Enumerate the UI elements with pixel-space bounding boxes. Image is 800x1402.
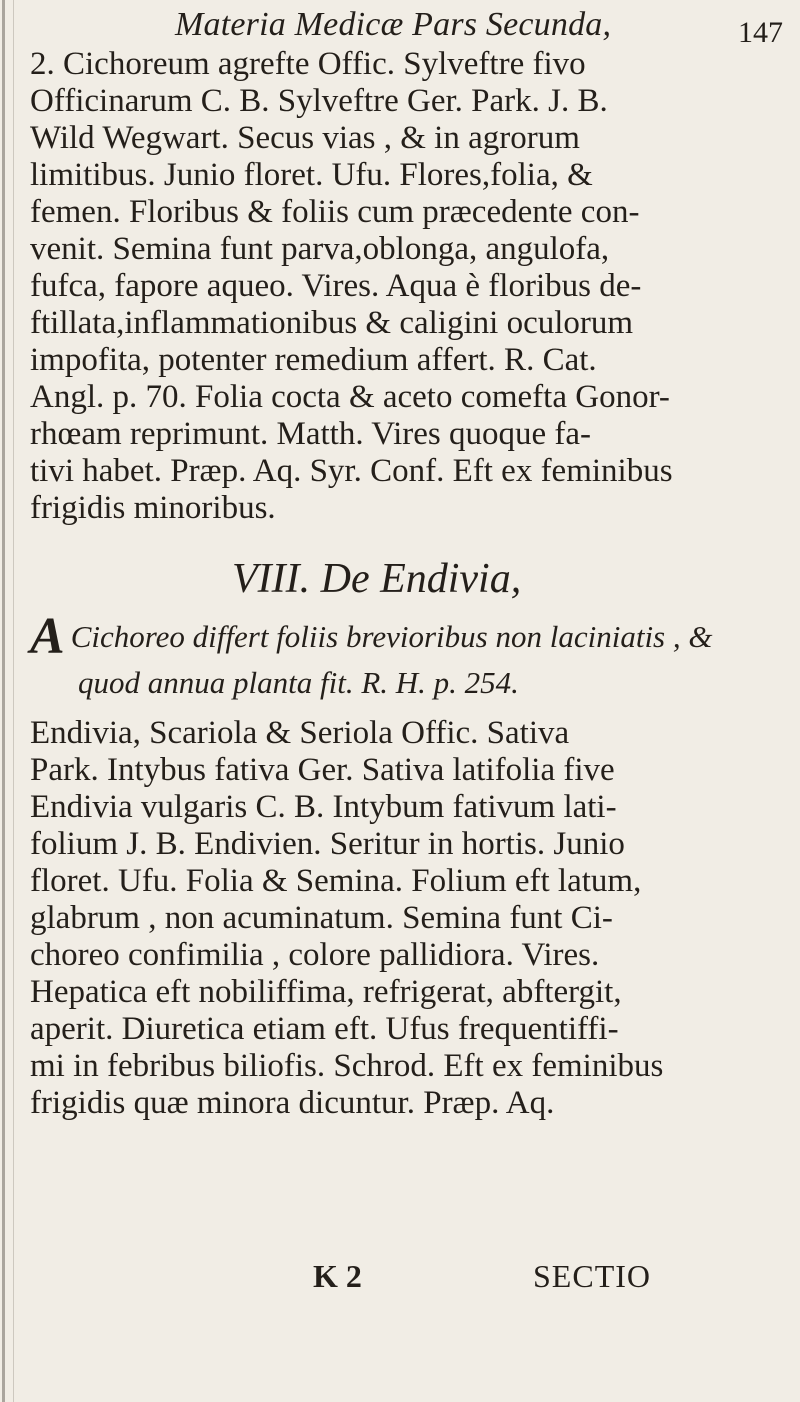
drop-capital: A [30, 608, 65, 665]
text-line: mi in febribus biliofis. Schrod. Eft ex feminibus [30, 1048, 664, 1084]
binding-edge [2, 0, 5, 1402]
text-line: rhœam reprimunt. Matth. Vires quoque fa- [30, 416, 592, 452]
catchword: SECTIO [533, 1258, 651, 1294]
text-line: frigidis minoribus. [30, 490, 276, 526]
text-line: glabrum , non acuminatum. Semina funt Ci- [30, 900, 613, 936]
text-line: tivi habet. Præp. Aq. Syr. Conf. Eft ex feminibus [30, 453, 673, 489]
text-line: aperit. Diuretica etiam eft. Ufus frequentiffi- [30, 1011, 619, 1047]
text-line: limitibus. Junio floret. Ufu. Flores,folia, & [30, 157, 593, 193]
section-intro-line [30, 608, 713, 665]
text-line: venit. Semina funt parva,oblonga, angulofa, [30, 231, 610, 267]
text-line: floret. Ufu. Folia & Semina. Folium eft latum, [30, 863, 642, 899]
section-heading: VIII. De Endivia, [232, 556, 522, 602]
section-intro-line: quod annua planta fit. R. H. p. 254. [78, 665, 519, 700]
page-number: 147 [738, 16, 783, 49]
signature-mark: K 2 [313, 1258, 362, 1294]
running-head: Materia Medicæ Pars Secunda, [175, 6, 612, 43]
text-line: Officinarum C. B. Sylveftre Ger. Park. J. B. [30, 83, 608, 119]
text-line: 2. Cichoreum agrefte Offic. Sylveftre fivo [30, 46, 586, 82]
text-line: Park. Intybus fativa Ger. Sativa latifolia five [30, 752, 615, 788]
text-line: Wild Wegwart. Secus vias , & in agrorum [30, 120, 580, 156]
binding-shadow [13, 0, 14, 1402]
text-line: ftillata,inflammationibus & caligini oculorum [30, 305, 634, 341]
text-line: Angl. p. 70. Folia cocta & aceto comefta Gonor- [30, 379, 670, 415]
text-line: frigidis quæ minora dicuntur. Præp. Aq. [30, 1085, 555, 1121]
text-line: Endivia, Scariola & Seriola Offic. Sativa [30, 715, 570, 751]
text-line: folium J. B. Endivien. Seritur in hortis. Junio [30, 826, 625, 862]
intro-text: Cichoreo differt foliis brevioribus non laciniatis , & [70, 619, 713, 654]
text-line: choreo confimilia , colore pallidiora. Vires. [30, 937, 600, 973]
text-line: fufca, fapore aqueo. Vires. Aqua è floribus de- [30, 268, 642, 304]
text-line: Endivia vulgaris C. B. Intybum fativum lati- [30, 789, 617, 825]
text-line: impofita, potenter remedium affert. R. Cat. [30, 342, 597, 378]
text-line: femen. Floribus & foliis cum præcedente con- [30, 194, 640, 230]
text-line: Hepatica eft nobiliffima, refrigerat, abftergit, [30, 974, 622, 1010]
